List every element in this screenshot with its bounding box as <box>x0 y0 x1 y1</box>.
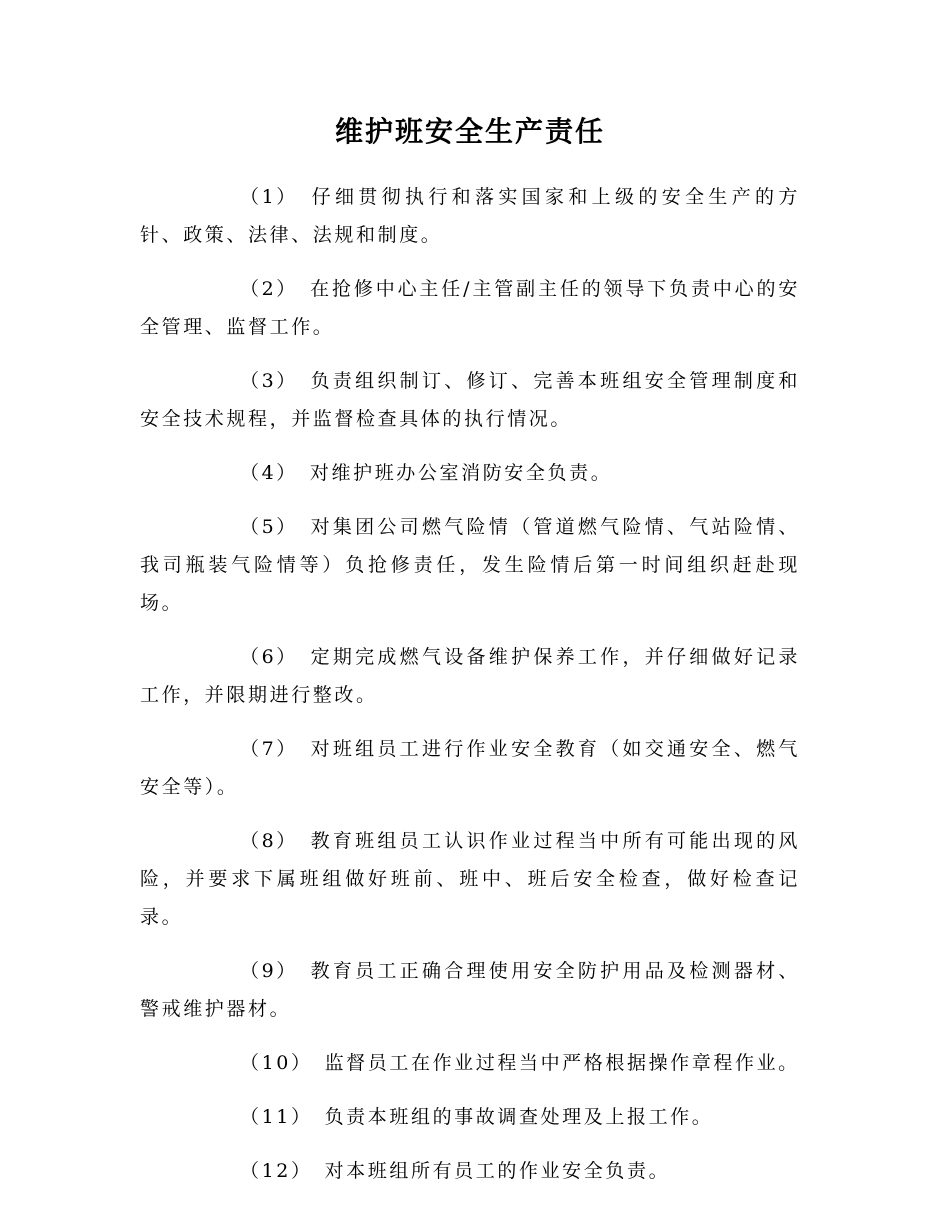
item-number: （3） <box>240 370 298 392</box>
list-item <box>140 362 800 438</box>
item-text: 定期完成燃气设备维护保养工作，并仔细做好记录工作，并限期进行整改。 <box>140 646 800 706</box>
item-text: 负责本班组的事故调查处理及上报工作。 <box>324 1106 714 1128</box>
list-item <box>140 638 800 714</box>
item-text: 对集团公司燃气险情（管道燃气险情、气站险情、我司瓶装气险情等）负抢修责任，发生险情后第一时间组织赶赴现场。 <box>140 516 800 614</box>
list-item <box>140 1098 800 1136</box>
item-text: 仔细贯彻执行和落实国家和上级的安全生产的方针、政策、法律、法规和制度。 <box>140 186 800 246</box>
list-item <box>140 1044 800 1082</box>
item-text: 教育班组员工认识作业过程当中所有可能出现的风险，并要求下属班组做好班前、班中、班后安全检查，做好检查记录。 <box>140 830 800 928</box>
item-number: （12） <box>240 1160 313 1182</box>
list-item <box>140 508 800 622</box>
list-item <box>140 454 800 492</box>
item-number: （8） <box>240 830 298 852</box>
list-item <box>140 730 800 806</box>
document-page <box>140 108 800 1206</box>
list-item <box>140 1152 800 1190</box>
item-number: （4） <box>240 462 298 484</box>
list-item <box>140 270 800 346</box>
item-number: （1） <box>240 186 298 208</box>
item-number: （10） <box>240 1052 313 1074</box>
item-text: 在抢修中心主任/主管副主任的领导下负责中心的安全管理、监督工作。 <box>140 278 800 338</box>
item-text: 对本班组所有员工的作业安全负责。 <box>324 1160 671 1182</box>
list-item <box>140 178 800 254</box>
item-number: （5） <box>240 516 298 538</box>
list-item <box>140 822 800 936</box>
item-number: （9） <box>240 960 298 982</box>
document-title: 维护班安全生产责任 <box>334 115 605 148</box>
item-text: 监督员工在作业过程当中严格根据操作章程作业。 <box>324 1052 800 1074</box>
list-item <box>140 952 800 1028</box>
item-text: 对班组员工进行作业安全教育（如交通安全、燃气安全等）。 <box>140 738 800 798</box>
item-number: （6） <box>240 646 298 668</box>
item-text: 负责组织制订、修订、完善本班组安全管理制度和安全技术规程，并监督检查具体的执行情况。 <box>140 370 800 430</box>
item-text: 对维护班办公室消防安全负责。 <box>309 462 613 484</box>
item-text: 教育员工正确合理使用安全防护用品及检测器材、警戒维护器材。 <box>140 960 800 1020</box>
item-number: （11） <box>240 1106 313 1128</box>
item-number: （7） <box>240 738 298 760</box>
item-number: （2） <box>240 278 298 300</box>
